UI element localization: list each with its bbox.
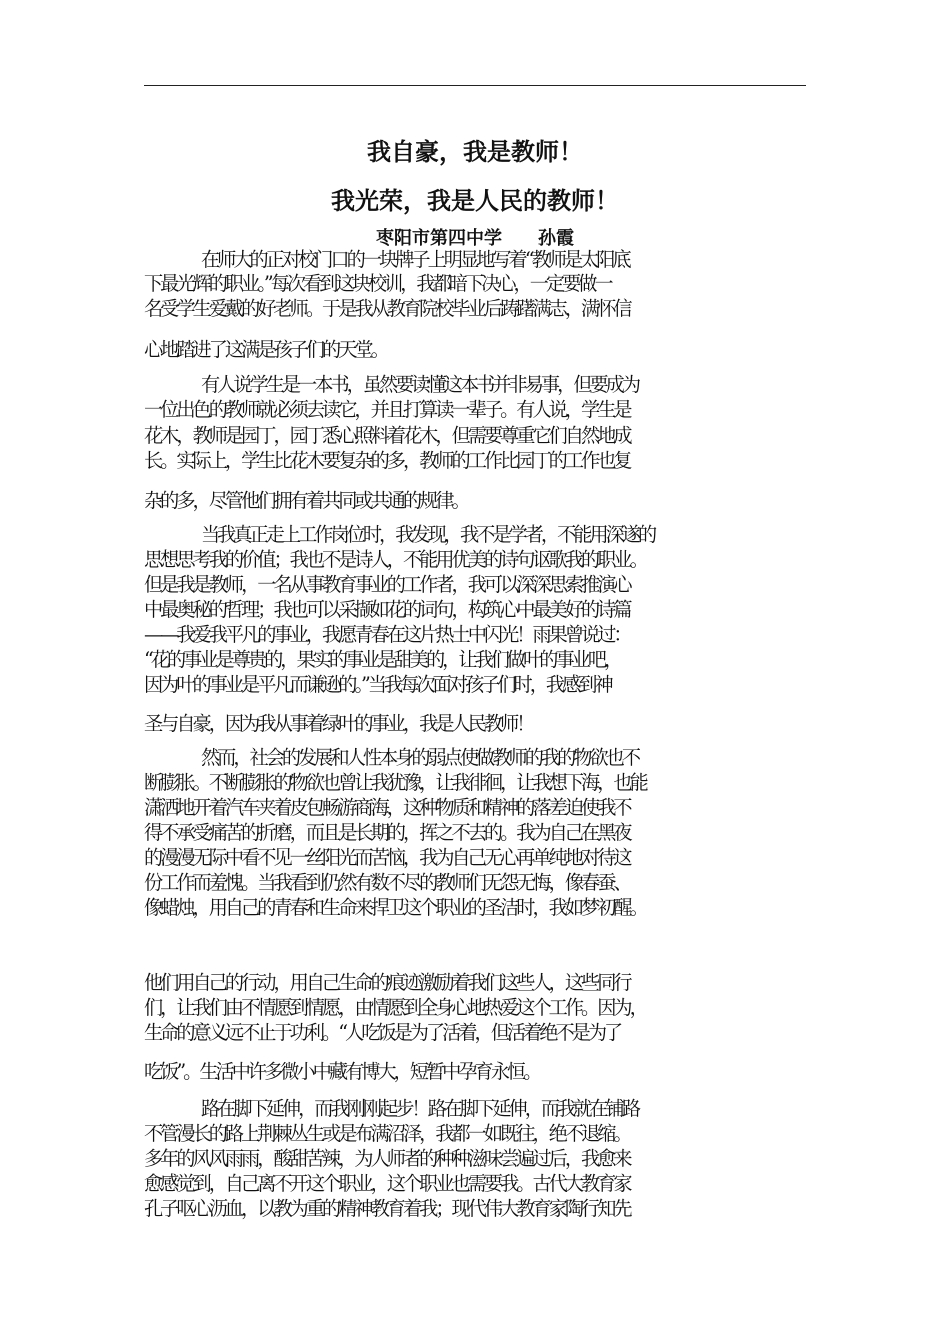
text-line: 他们用自己的行动，用自己生命的痕迹激励着我们这些人，这些同行: [144, 971, 630, 994]
text-line: 断膨胀。不断膨胀的物欲也曾让我犹豫，让我徘徊，让我想下海，也能: [144, 771, 646, 794]
text-line: 的漫漫无际中看不见一丝阳光而苦恼，我为自己无心再单纯地对待这: [144, 846, 630, 869]
text-line: 孔子呕心沥血，以教为重的精神教育着我；现代伟大教育家陶行知先: [144, 1197, 630, 1220]
text-line: 圣与自豪，因为我从事着绿叶的事业，我是人民教师！: [144, 712, 533, 735]
text-line: 名受学生爱戴的好老师。于是我从教育院校毕业后踌躇满志，满怀信: [144, 297, 630, 320]
text-line: 得不承受痛苦的折磨，而且是长期的，挥之不去的。我为自己在黑夜: [144, 821, 630, 844]
text-line: 不管漫长的路上荆棘丛生或是布满沼泽，我都一如既往，绝不退缩。: [144, 1122, 630, 1145]
text-line: 思想思考我的价值；我也不是诗人，不能用优美的诗句讴歌我的职业。: [144, 548, 646, 571]
text-line: 生命的意义远不止于功利。“人吃饭是为了活着，但活着绝不是为了: [144, 1021, 621, 1044]
text-line: 一位出色的教师就必须去读它，并且打算读一辈子。有人说，学生是: [144, 398, 630, 421]
text-line: ——我爱我平凡的事业，我愿青春在这片热土中闪光！雨果曾说过：: [144, 623, 630, 646]
page-title: 我自豪，我是教师！: [367, 138, 583, 166]
text-line: 潇洒地开着汽车夹着皮包畅游商海，这种物质和精神的落差迫使我不: [144, 796, 630, 819]
header-rule: [144, 85, 806, 86]
text-line: 下最光辉的职业。”每次看到这块校训，我都暗下决心，一定要做一: [144, 272, 611, 295]
text-line: 吃饭”。生活中许多微小中藏有博大，短暂中孕育永恒。: [144, 1060, 540, 1083]
text-line: 因为叶的事业是平凡而谦逊的。”当我每次面对孩子们时，我感到神: [144, 673, 611, 696]
text-line: 花木，教师是园丁，园丁悉心照料着花木，但需要尊重它们自然地成: [144, 424, 630, 447]
text-line: 多年的风风雨雨，酸甜苦辣，为人师者的种种滋味尝遍过后，我愈来: [144, 1147, 630, 1170]
text-line: 愈感觉到，自己离不开这个职业，这个职业也需要我。古代大教育家: [144, 1172, 630, 1195]
text-line: 心地踏进了这满是孩子们的天堂。: [144, 338, 387, 361]
text-line: 然而，社会的发展和人性本身的弱点使做教师的我的物欲也不: [201, 746, 639, 769]
text-line: 中最奥秘的哲理；我也可以采撷如花的词句，构筑心中最美好的诗篇: [144, 598, 630, 621]
text-line: 当我真正走上工作岗位时，我发现，我不是学者，不能用深遂的: [201, 523, 655, 546]
text-line: 但是我是教师，一名从事教育事业的工作者，我可以深深思索推演心: [144, 573, 630, 596]
text-line: 像蜡烛，用自己的青春和生命来捍卫这个职业的圣洁时，我如梦初醒。: [144, 896, 646, 919]
text-line: 在师大的正对校门口的一块牌子上明显地写着“教师是太阳底: [201, 248, 629, 271]
text-line: “花的事业是尊贵的，果实的事业是甜美的，让我们做叶的事业吧，: [144, 648, 621, 671]
text-line: 有人说学生是一本书，虽然要读懂这本书并非易事，但要成为: [201, 373, 639, 396]
text-line: 们，让我们由不情愿到情愿，由情愿到全身心地热爱这个工作。因为，: [144, 996, 646, 1019]
text-line: 路在脚下延伸，而我刚刚起步！路在脚下延伸，而我就在铺路: [201, 1097, 639, 1120]
text-line: 份工作而羞愧。当我看到仍然有数不尽的教师们无怨无悔，像春蚕、: [144, 871, 630, 894]
text-line: 杂的多，尽管他们拥有着共同或共通的规律。: [144, 489, 468, 512]
text-line: 长。实际上，学生比花木要复杂的多，教师的工作比园丁的工作也复: [144, 449, 630, 472]
page-subtitle: 我光荣，我是人民的教师！: [331, 187, 619, 215]
author-line: 枣阳市第四中学 孙霞: [376, 228, 574, 249]
